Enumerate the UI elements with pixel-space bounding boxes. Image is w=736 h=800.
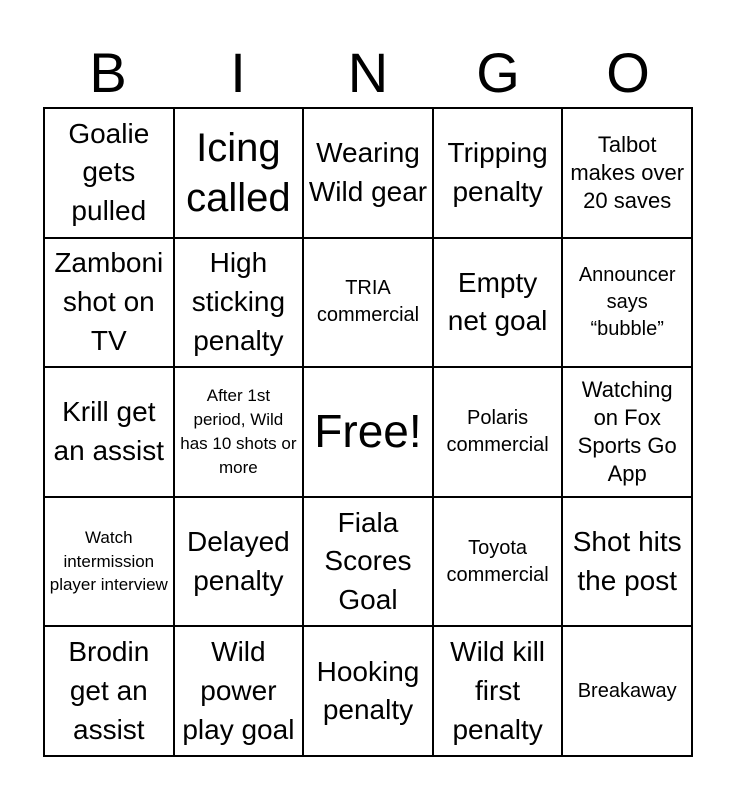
bingo-cell-text: Brodin get an assist: [68, 636, 150, 745]
bingo-cell-n2[interactable]: [303, 238, 433, 368]
bingo-cell-text: Shot hits the post: [572, 525, 682, 596]
bingo-cell-text: Wild power play goal: [182, 636, 295, 745]
bingo-cell-g1[interactable]: [433, 108, 563, 238]
bingo-cell-text: Wild kill first penalty: [450, 636, 546, 745]
bingo-cell-g2[interactable]: [433, 238, 563, 368]
header-letter-g: G: [476, 41, 520, 104]
bingo-cell-text: Zamboni shot on TV: [54, 247, 164, 356]
bingo-cell-n4[interactable]: [303, 497, 433, 627]
bingo-cell-b5[interactable]: [44, 626, 174, 756]
header-letter-b: B: [89, 41, 127, 104]
header-letter-i: I: [230, 41, 246, 104]
bingo-cell-i5[interactable]: [174, 626, 304, 756]
bingo-cell-i4[interactable]: [174, 497, 304, 627]
bingo-cell-text: High sticking penalty: [191, 247, 286, 356]
bingo-cell-g5[interactable]: [433, 626, 563, 756]
bingo-cell-o2[interactable]: [562, 238, 692, 368]
bingo-cell-text: Fiala Scores Goal: [324, 506, 412, 615]
bingo-cell-text: Krill get an assist: [53, 396, 165, 466]
bingo-cell-i2[interactable]: [174, 238, 304, 368]
bingo-cell-text: Watching on Fox Sports Go App: [577, 376, 677, 487]
bingo-cell-i3[interactable]: [174, 367, 304, 497]
bingo-cell-text: Tripping penalty: [447, 137, 548, 207]
bingo-cell-text: Hooking penalty: [316, 655, 420, 726]
bingo-cell-text: Free!: [314, 405, 422, 458]
bingo-cell-text: Wearing Wild gear: [308, 137, 428, 207]
bingo-cell-text: Delayed penalty: [187, 525, 290, 596]
bingo-cell-text: TRIA commercial: [316, 277, 420, 327]
bingo-cell-i1[interactable]: [174, 108, 304, 238]
bingo-cell-n3[interactable]: [303, 367, 433, 497]
bingo-cell-g3[interactable]: [433, 367, 563, 497]
bingo-cell-b4[interactable]: [44, 497, 174, 627]
bingo-cell-o4[interactable]: [562, 497, 692, 627]
bingo-cell-text: Breakaway: [577, 679, 677, 702]
bingo-cell-n5[interactable]: [303, 626, 433, 756]
bingo-cell-text: Talbot makes over 20 saves: [570, 131, 685, 213]
bingo-cell-b3[interactable]: [44, 367, 174, 497]
bingo-cell-b2[interactable]: [44, 238, 174, 368]
bingo-cell-o3[interactable]: [562, 367, 692, 497]
bingo-cell-text: Watch intermission player interview: [49, 527, 168, 595]
header-letter-n: N: [347, 41, 389, 104]
bingo-cell-b1[interactable]: [44, 108, 174, 238]
bingo-cell-text: Toyota commercial: [446, 536, 549, 586]
bingo-cell-text: After 1st period, Wild has 10 shots or more: [180, 386, 297, 477]
header-letter-o: O: [606, 41, 650, 104]
bingo-cell-o5[interactable]: [562, 626, 692, 756]
bingo-cell-o1[interactable]: [562, 108, 692, 238]
bingo-cell-text: Polaris commercial: [446, 406, 549, 456]
bingo-cell-text: Goalie gets pulled: [68, 117, 150, 227]
bingo-cell-text: Empty net goal: [447, 266, 548, 337]
bingo-cell-text: Announcer says “bubble”: [578, 263, 676, 340]
bingo-header: [43, 40, 693, 106]
bingo-card-grid: [43, 107, 693, 757]
bingo-cell-n1[interactable]: [303, 108, 433, 238]
bingo-cell-g4[interactable]: [433, 497, 563, 627]
bingo-cell-text: Icing called: [186, 125, 291, 220]
